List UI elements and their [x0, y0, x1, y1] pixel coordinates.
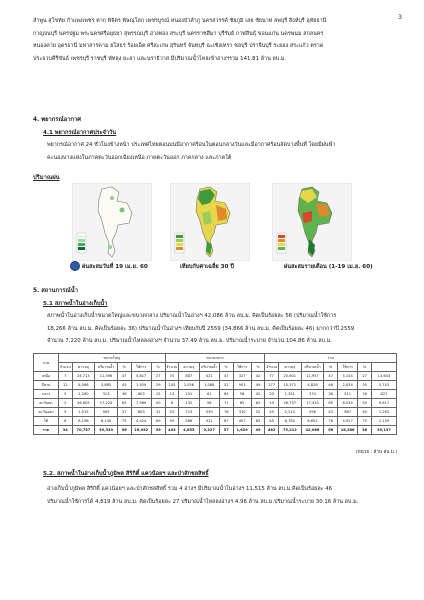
table-cell: 11,957 [301, 372, 324, 381]
table-cell: 13 [165, 390, 179, 399]
section-5-2-title [43, 470, 209, 478]
table-row [34, 372, 397, 381]
table-cell: 313 [95, 390, 118, 399]
table-cell: 5,743 [371, 381, 396, 390]
table-row [34, 381, 397, 390]
table-cell: 2,056 [179, 381, 199, 390]
table-cell: 713 [179, 408, 199, 417]
table-cell: 277 [265, 381, 279, 390]
section-5-1-title: 5.1 สภาพน้ำในอ่างเก็บน้ำ [43, 301, 108, 307]
table-cell: 1,262 [371, 408, 396, 417]
table-cell: 3,885 [95, 381, 118, 390]
table-sub-header: ความจุ [278, 363, 301, 372]
table-cell: 1,088 [199, 381, 219, 390]
table-cell: 62 [251, 399, 265, 408]
table-cell: 132 [179, 399, 199, 408]
table-cell: 83 [251, 417, 265, 426]
forecast-paragraph [33, 139, 393, 164]
table-cell: 71 [219, 399, 233, 408]
table-cell: 75,212 [278, 426, 301, 435]
table-cell: 52 [219, 381, 233, 390]
intro-line: ลำพูน สุโขทัย กำแพงเพชร ตาก พิจิตร พิษณุโลก เพชรบูรณ์ หนองบัวลำภู นครสวรรค์ ชัยภูมิ เลย ชัยนาท ลพบุรี สิงห์บุรี อุทัยธานี [33, 18, 327, 24]
table-cell: 77 [265, 372, 279, 381]
table-cell: 827 [371, 390, 396, 399]
table-cell: 50 [358, 399, 372, 408]
table-cell: 5 [58, 390, 72, 399]
table-row [34, 390, 397, 399]
table-cell: 52 [251, 408, 265, 417]
reservoir-paragraph [33, 310, 393, 348]
rainfall-map-daily [72, 183, 152, 261]
section-5-title: 5. สถานการณ์น้ำ [33, 288, 78, 294]
table-sub-header: ใช้การ [337, 363, 357, 372]
table-cell: 42 [251, 390, 265, 399]
forecast-line: พยากรณ์อากาศ 24 ชั่วโมงข้างหน้า ประเทศไทยตอนบนมีอากาศร้อนในตอนกลางวันและมีอากาศร้อนจัดบางพื้นที่ โดยมีฝนฟ้า [47, 142, 336, 148]
table-cell: 53 [165, 408, 179, 417]
table-cell: 61 [199, 390, 219, 399]
table-row [34, 399, 397, 408]
table-cell: 45 [117, 381, 131, 390]
table-cell: 18,266 [337, 426, 357, 435]
table-cell: 70,757 [72, 426, 95, 435]
intro-line: กาญจนบุรี นครปฐม พระนครศรีอยุธยา สุพรรณบุรี อ่างทอง สระบุรี นครราชสีมา บุรีรัมย์ กาฬสินธุ์ ขอนแก่น นครพนม สกลนคร [33, 30, 324, 37]
table-cell: 15 [151, 390, 165, 399]
map-caption-daily: ฝนสะสมวันที่ 19 เม.ย. 60 [82, 264, 148, 270]
rainfall-heading: ปริมาณฝน [33, 175, 60, 181]
table-total-row [34, 426, 397, 435]
table-cell: 603 [131, 408, 151, 417]
table-sub-header: ใช้การ [233, 363, 251, 372]
table-cell: 903 [233, 381, 251, 390]
table-cell: 4,424 [131, 417, 151, 426]
table-cell-region: อีสาน [34, 381, 59, 390]
table-cell: 45 [265, 417, 279, 426]
table-cell-region: ใต้ [34, 417, 59, 426]
intro-line: หนองคาย อุดรธานี มหาสารคาม ยโสธร ร้อยเอ็ด ศรีสะเกษ สุรินทร์ จันทบุรี ฉะเชิงเทรา ชลบุรี ปราจีนบุรี ระยอง สระแก้ว ตราด [33, 43, 324, 49]
table-cell: 26,605 [72, 399, 95, 408]
table-cell: 327 [233, 372, 251, 381]
table-cell: 4,817 [131, 372, 151, 381]
table-cell: 7 [58, 372, 72, 381]
table-sub-header: ปริมาณน้ำ [199, 363, 219, 372]
table-cell: 4,655 [179, 426, 199, 435]
table-cell: 20 [265, 390, 279, 399]
table-cell: 5 [58, 408, 72, 417]
page-number: 3 [398, 14, 402, 21]
table-cell: 8,782 [278, 417, 301, 426]
table-cell-region: เหนือ [34, 372, 59, 381]
forecast-line: คะนองบางแห่งในภาคตะวันออกเฉียงเหนือ ภาคตะวันออก ภาคกลาง และภาคใต้ [47, 154, 232, 161]
section-4-1-title: 4.1 พยากรณ์อากาศประจำวัน [43, 130, 117, 136]
table-sub-header: ใช้การ [131, 363, 151, 372]
table-cell: 87 [219, 417, 233, 426]
table-cell: 47 [219, 372, 233, 381]
table-header-region: ภาค [34, 354, 59, 372]
table-cell: 10 [265, 399, 279, 408]
table-cell: 25,601 [278, 372, 301, 381]
table-cell: 1,629 [233, 426, 251, 435]
table-cell: 1,260 [72, 390, 95, 399]
table-sub-header: ความจุ [179, 363, 199, 372]
table-cell: 56 [324, 426, 338, 435]
table-sub-header: % [151, 363, 165, 372]
table-cell: 421 [199, 372, 219, 381]
rainfall-map-anomaly [170, 183, 250, 261]
table-sub-header: % [219, 363, 233, 372]
table-cell: 49 [251, 426, 265, 435]
table-cell: 35,137 [371, 426, 396, 435]
table-cell: 2,139 [371, 417, 396, 426]
table-cell: 65 [117, 399, 131, 408]
table-cell: 1,515 [72, 408, 95, 417]
table-cell: 2,834 [337, 381, 357, 390]
map-caption-anomaly: เทียบกับค่าเฉลี่ย 30 ปี [180, 264, 234, 270]
table-cell: 38 [324, 390, 338, 399]
table-cell: 905 [95, 408, 118, 417]
table-cell: 56 [117, 426, 131, 435]
table-cell: 511 [337, 390, 357, 399]
table-cell: 2,210 [278, 408, 301, 417]
table-sub-header: ปริมาณน้ำ [95, 363, 118, 372]
table-cell: 65 [219, 390, 233, 399]
table-cell: 36 [117, 390, 131, 399]
section-4-title: 4. พยากรณ์อากาศ [33, 117, 81, 123]
table-cell: 42,086 [301, 426, 324, 435]
table-cell: 76 [219, 408, 233, 417]
table-cell: 75 [117, 417, 131, 426]
table-group-header: รวม [265, 354, 397, 363]
table-cell: 35 [151, 426, 165, 435]
table-cell: 6 [58, 417, 72, 426]
table-sub-header: % [251, 363, 265, 372]
table-cell: 37 [117, 408, 131, 417]
table-cell: 47 [117, 372, 131, 381]
table-cell-region: กลาง [34, 390, 59, 399]
table-cell: 4,828 [301, 381, 324, 390]
table-cell: 443 [165, 426, 179, 435]
table-cell: 43 [324, 408, 338, 417]
table-sub-header: จำนวน [265, 363, 279, 372]
table-cell: 35 [358, 381, 372, 390]
reservoir-line: 18,266 ล้าน ลบ.ม. คิดเป็นร้อยละ 36) ปริมาณน้ำในอ่างฯ เทียบกับปี 2559 (34,866 ล้าน ลบ.ม. คิดเป็นร้อยละ 46) มากกว่าปี 2559 [47, 325, 355, 332]
table-cell: 539 [199, 408, 219, 417]
table-cell: 243 [165, 381, 179, 390]
table-cell: 45 [265, 408, 279, 417]
table-cell: 57 [219, 426, 233, 435]
tmd-logo [70, 261, 80, 271]
intro-line: ประจวบคีรีขันธ์ เพชรบุรี ราชบุรี พัทลุง ยะลา และนราธิวาส มีปริมาณน้ำไหลเข้าอ่างฯรวม 141.81 ล้าน ลบ.ม. [33, 55, 287, 62]
table-cell: 310 [233, 408, 251, 417]
table-sub-header: % [324, 363, 338, 372]
table-cell: 40 [358, 408, 372, 417]
table-sub-header-row [34, 363, 397, 372]
table-cell: 8,196 [72, 417, 95, 426]
table-sub-header [371, 363, 396, 372]
table-cell: 76 [324, 417, 338, 426]
table-sub-header: จำนวน [165, 363, 179, 372]
table-group-header: ขนาดใหญ่ [58, 354, 165, 363]
table-cell: 1,351 [278, 390, 301, 399]
intro-paragraph [33, 15, 393, 65]
table-cell: 65 [233, 399, 251, 408]
table-cell: 887 [179, 372, 199, 381]
table-cell: 50 [151, 399, 165, 408]
table-cell: 6,652 [301, 417, 324, 426]
table-cell: 65 [324, 399, 338, 408]
table-sub-header: % [358, 363, 372, 372]
map-caption-monthly: ฝนสะสมรายเดือน (1-19 เม.ย. 60) [284, 264, 373, 270]
table-cell: 16 [358, 390, 372, 399]
table-sub-header: ความจุ [72, 363, 95, 372]
table-cell: 374 [301, 390, 324, 399]
table-cell: 49 [251, 381, 265, 390]
table-cell: 70 [358, 417, 372, 426]
table-cell: 27 [358, 372, 372, 381]
table-sub-header: จำนวน [58, 363, 72, 372]
table-cell: 26,737 [278, 399, 301, 408]
table-cell: 39,339 [95, 426, 118, 435]
table-cell: 31 [151, 408, 165, 417]
table-cell: 2 [58, 399, 72, 408]
table-cell: 7,969 [131, 399, 151, 408]
table-cell: 4,927 [337, 417, 357, 426]
table-cell: 407 [233, 417, 251, 426]
table-cell: 59 [165, 417, 179, 426]
table-sub-header: % [117, 363, 131, 372]
table-sub-header: ปริมาณน้ำ [301, 363, 324, 372]
major-dams-paragraph [33, 483, 393, 508]
table-cell: 17,320 [301, 399, 324, 408]
table-cell: 29 [151, 381, 165, 390]
table-cell: 956 [301, 408, 324, 417]
table-cell: 12 [58, 381, 72, 390]
table-cell: 42 [251, 372, 265, 381]
table-cell: 482 [265, 426, 279, 435]
table-cell: 47 [324, 372, 338, 381]
table-cell-region: ตะวันออก [34, 408, 59, 417]
reservoir-line: จำนวน 7,220 ล้าน ลบ.ม. ปริมาณน้ำไหลลงอ่างฯ จำนวน 37.49 ล้าน ลบ.ม. ปริมาณน้ำระบาย จำนวน 104.86 ล้าน ลบ.ม. [47, 338, 332, 344]
table-cell: 512 [199, 417, 219, 426]
table-cell: 69 [151, 417, 165, 426]
table-cell: 96 [199, 399, 219, 408]
table-cell: 1,929 [131, 381, 151, 390]
table-row [34, 408, 397, 417]
table-cell: 586 [179, 417, 199, 426]
table-cell-region: รวม [34, 426, 59, 435]
table-cell: 24,713 [72, 372, 95, 381]
table-cell: 8 [165, 399, 179, 408]
table-cell-region: ตะวันตก [34, 399, 59, 408]
major-dams-line: อ่างเก็บน้ำภูมิพล สิริกิติ์ แควน้อยฯ และป่าสักชลสิทธิ์ รวม 4 อ่างฯ มีปริมาณน้ำในอ่างฯ 11,515 ล้าน ลบ.ม.คิดเป็นร้อยละ 46 [47, 486, 333, 492]
table-unit-note: (หน่วย : ล้าน ลบ.ม.) [355, 450, 397, 455]
table-cell: 8,034 [337, 399, 357, 408]
table-cell: 34 [58, 426, 72, 435]
major-dams-line: ปริมาณน้ำใช้การได้ 4,819 ล้าน ลบ.ม. คิดเป็นร้อยละ 27 ปริมาณน้ำไหลลงอ่างฯ 4.96 ล้าน ลบ.ม.ปริมาณน้ำระบาย 30.16 ล้าน ลบ.ม. [47, 498, 359, 505]
table-cell: 10,572 [278, 381, 301, 390]
table-cell: 16,052 [131, 426, 151, 435]
table-cell: 191 [179, 390, 199, 399]
table-cell: 9,617 [371, 399, 396, 408]
table-cell: 5,144 [337, 372, 357, 381]
table-cell: 27 [151, 372, 165, 381]
table-cell: 11,596 [95, 372, 118, 381]
table-group-header: ขนาดกลาง [165, 354, 265, 363]
table-cell: 603 [131, 390, 151, 399]
table-cell: 6,140 [95, 417, 118, 426]
table-group-header-row [34, 354, 397, 363]
table-cell: 46 [324, 381, 338, 390]
table-cell: 13,643 [371, 372, 396, 381]
rainfall-map-monthly [272, 183, 352, 261]
reservoir-line: สภาพน้ำในอ่างเก็บน้ำขนาดใหญ่และขนาดกลาง ปริมาณน้ำในอ่างฯ 42,086 ล้าน ลบ.ม. คิดเป็นร้อยละ 56 (ปริมาณน้ำใช้การ [47, 313, 337, 319]
table-cell: 58 [233, 390, 251, 399]
reservoir-table [33, 353, 397, 435]
table-row [34, 417, 397, 426]
table-cell: 70 [165, 372, 179, 381]
table-cell: 17,224 [95, 399, 118, 408]
section-5-2-title-text: 5.2. สภาพน้ำในอ่างเก็บน้ำภูมิพล สิริกิติ์ แควน้อยฯ และป่าสักชลสิทธิ์ [43, 471, 209, 477]
table-cell: 8,568 [72, 381, 95, 390]
table-cell: 2,327 [199, 426, 219, 435]
table-cell: 36 [358, 426, 372, 435]
table-cell: 687 [337, 408, 357, 417]
